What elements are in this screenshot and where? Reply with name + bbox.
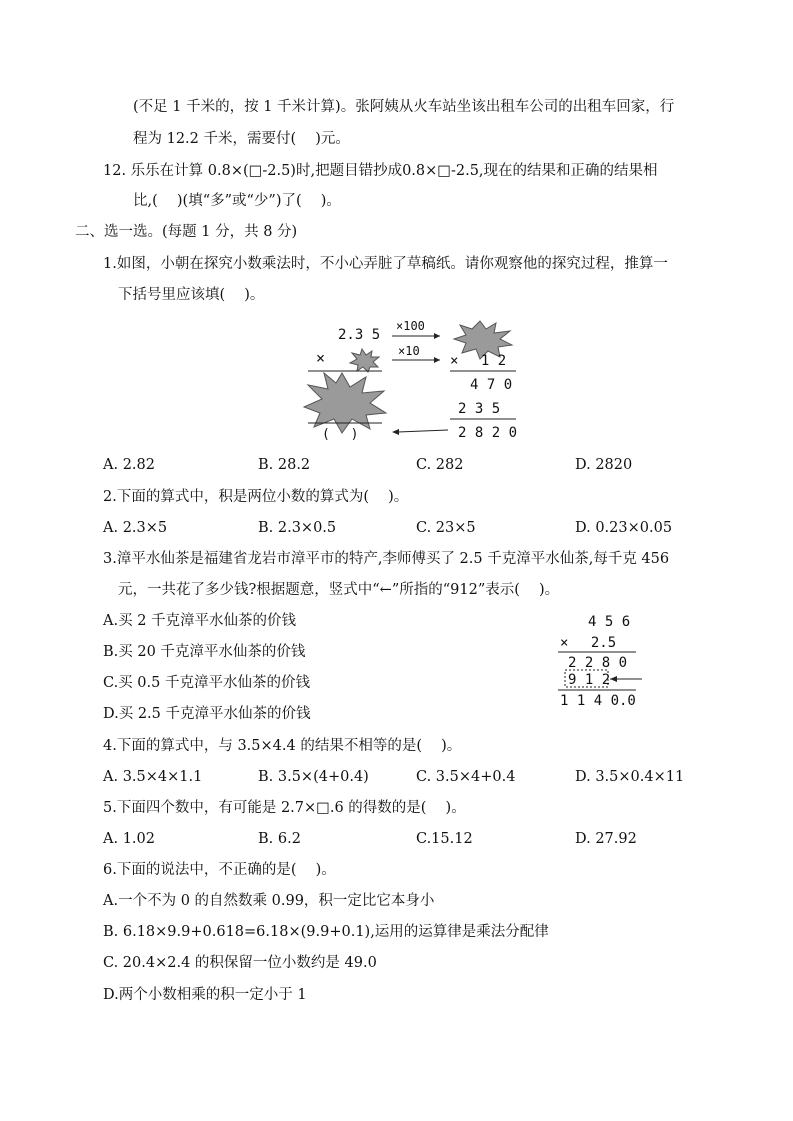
q2-option-c[interactable]: C. 23×5 <box>416 520 476 536</box>
q4-option-b[interactable]: B. 3.5×(4+0.4) <box>258 769 369 785</box>
q2-text: 2.下面的算式中，积是两位小数的算式为( )。 <box>103 489 409 505</box>
q6-option-a[interactable]: A.一个不为 0 的自然数乘 0.99，积一定比它本身小 <box>103 893 435 909</box>
section-title: 二、选一选。(每题 1 分，共 8 分) <box>75 224 298 240</box>
q6-option-d[interactable]: D.两个小数相乘的积一定小于 1 <box>103 987 307 1003</box>
q1-option-b[interactable]: B. 28.2 <box>258 457 311 473</box>
q5-option-c[interactable]: C.15.12 <box>416 831 473 847</box>
q2-option-a[interactable]: A. 2.3×5 <box>103 520 168 536</box>
q4-option-c[interactable]: C. 3.5×4+0.4 <box>416 769 516 785</box>
q3-line1: 3.漳平水仙茶是福建省龙岩市漳平市的特产,李师傅买了 2.5 千克漳平水仙茶,每千克 456 <box>103 551 670 567</box>
q5-option-b[interactable]: B. 6.2 <box>258 831 301 847</box>
q3-option-b[interactable]: B.买 20 千克漳平水仙茶的价钱 <box>103 644 306 660</box>
q4-text: 4.下面的算式中，与 3.5×4.4 的结果不相等的是( )。 <box>103 738 462 754</box>
q12-line2: 比,( )(填“多”或“少”)了( )。 <box>133 193 341 209</box>
q1-option-d[interactable]: D. 2820 <box>575 457 633 473</box>
q3-option-a[interactable]: A.买 2 千克漳平水仙茶的价钱 <box>103 613 297 629</box>
q4-option-d[interactable]: D. 3.5×0.4×11 <box>575 769 685 785</box>
q1-fig-blank: ( ) <box>322 427 359 440</box>
q3-option-d[interactable]: D.买 2.5 千克漳平水仙茶的价钱 <box>103 706 311 722</box>
q3-fig-top: 4 5 6 <box>588 614 631 630</box>
q1-figure <box>300 315 525 440</box>
q5-text: 5.下面四个数中，有可能是 2.7×□.6 的得数的是( )。 <box>103 800 466 816</box>
small-burst-icon <box>350 349 379 372</box>
q2-option-d[interactable]: D. 0.23×0.05 <box>575 520 673 536</box>
q6-text: 6.下面的说法中，不正确的是( )。 <box>103 862 336 878</box>
q1-fig-result: 2 8 2 0 <box>458 425 518 440</box>
q3-fig-res: 1 1 4 0.0 <box>560 693 636 708</box>
q6-option-c[interactable]: C. 20.4×2.4 的积保留一位小数约是 49.0 <box>103 955 377 971</box>
q1-fig-right-multiplier: × 1 2 <box>450 353 507 369</box>
q3-figure <box>550 610 650 708</box>
q3-fig-p1: 2 2 8 0 <box>568 655 628 671</box>
q12-line1: 12. 乐乐在计算 0.8×(□-2.5)时,把题目错抄成0.8×□-2.5,现在的结果和正确的结果相 <box>103 163 658 179</box>
q3-line2: 元，一共花了多少钱?根据题意，竖式中“←”所指的“912”表示( )。 <box>118 582 560 598</box>
q11-line1: (不足 1 千米的，按 1 千米计算)。张阿姨从火车站坐该出租车公司的出租车回家，行 <box>133 99 675 115</box>
q3-fig-p2: 9 1 2 <box>568 672 611 688</box>
q1-line1: 1.如图，小朝在探究小数乘法时，不小心弄脏了草稿纸。请你观察他的探究过程，推算一 <box>103 256 668 272</box>
q1-fig-partial1: 4 7 0 <box>470 377 513 393</box>
big-burst-icon <box>304 373 386 433</box>
q1-fig-times: × <box>316 349 326 367</box>
q1-fig-partial2: 2 3 5 <box>458 401 501 417</box>
q4-option-a[interactable]: A. 3.5×4×1.1 <box>103 769 203 785</box>
q3-fig-mult: × 2.5 <box>560 635 617 651</box>
q2-option-b[interactable]: B. 2.3×0.5 <box>258 520 337 536</box>
q1-fig-arrow2-label: ×10 <box>398 344 420 358</box>
left-arrow-icon <box>610 676 617 682</box>
q1-fig-arrow1-label: ×100 <box>396 319 425 333</box>
q1-fig-top-number: 2.3 5 <box>338 327 381 343</box>
q5-option-d[interactable]: D. 27.92 <box>575 831 637 847</box>
q1-line2: 下括号里应该填( )。 <box>118 287 265 303</box>
q1-option-c[interactable]: C. 282 <box>416 457 464 473</box>
q11-line2: 程为 12.2 千米，需要付( )元。 <box>133 131 350 147</box>
q1-option-a[interactable]: A. 2.82 <box>103 457 155 473</box>
q3-option-c[interactable]: C.买 0.5 千克漳平水仙茶的价钱 <box>103 675 310 691</box>
q6-option-b[interactable]: B. 6.18×9.9+0.618=6.18×(9.9+0.1),运用的运算律是乘法分配律 <box>103 924 549 940</box>
q5-option-a[interactable]: A. 1.02 <box>103 831 155 847</box>
